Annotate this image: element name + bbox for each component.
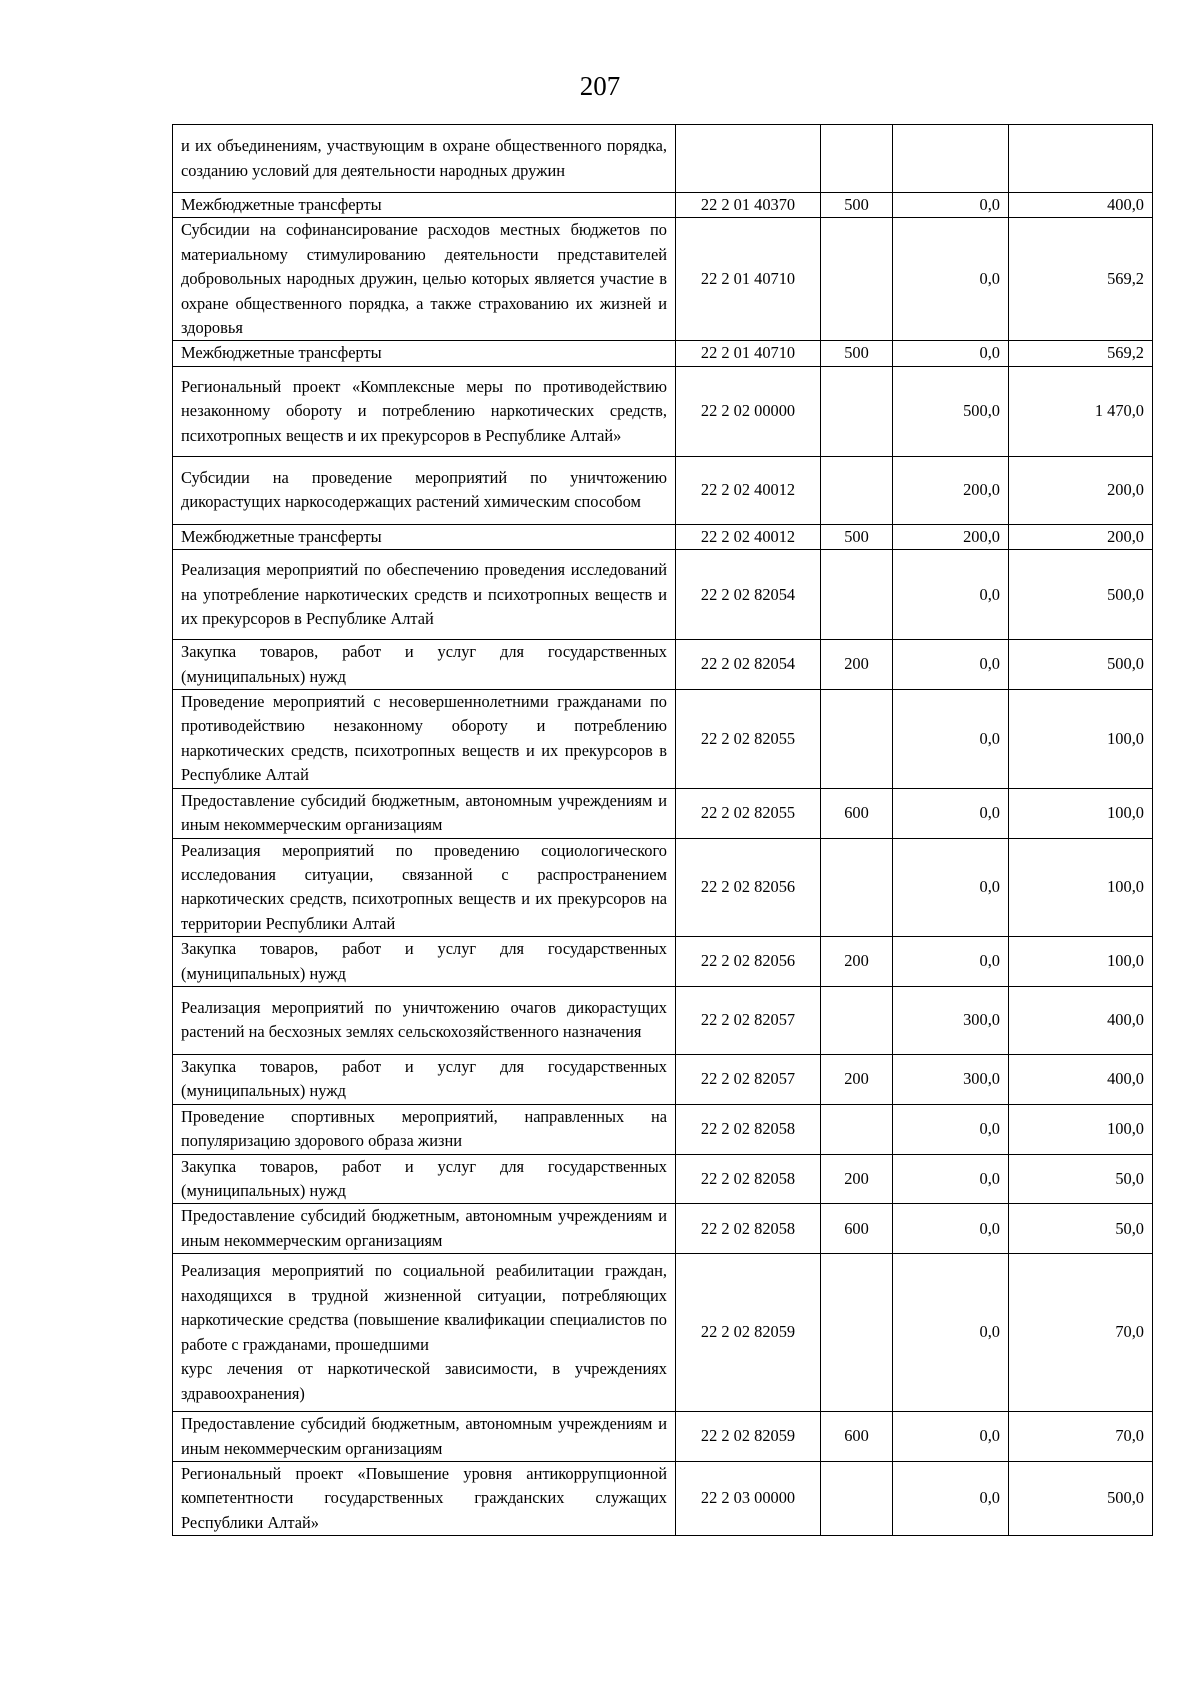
amount-year-2 (1009, 125, 1153, 193)
expense-name-cell (173, 1154, 676, 1204)
expense-name: Предоставление субсидий бюджетным, автономным учреждениям и иным некоммерческим организациям (181, 1206, 667, 1250)
target-article-code: 22 2 02 40012 (676, 456, 821, 524)
amount-year-2: 1 470,0 (1009, 366, 1153, 456)
expense-type-code (821, 986, 893, 1054)
amount-year-2: 50,0 (1009, 1204, 1153, 1254)
target-article-code: 22 2 02 82055 (676, 690, 821, 789)
table-row (173, 366, 1153, 456)
expense-name-cell (173, 1204, 676, 1254)
expense-name: Региональный проект «Комплексные меры по противодействию незаконному обороту и потреблению наркотических средств, психотропных веществ и их прекурсоров в Республике Алтай» (181, 376, 667, 445)
expense-type-code (821, 550, 893, 640)
amount-year-2: 569,2 (1009, 341, 1153, 366)
expense-name: Закупка товаров, работ и услуг для государственных (муниципальных) нужд (181, 1156, 667, 1200)
expense-name-cell (173, 937, 676, 987)
expense-name: Субсидии на софинансирование расходов местных бюджетов по материальному стимулированию деятельности представителей добровольных народных дружин, целью которых является участие в охране общественного порядка, а также страхованию их жизней и здоровья (181, 220, 667, 338)
table-row (173, 1412, 1153, 1462)
expense-name-cell (173, 986, 676, 1054)
table-row (173, 1254, 1153, 1412)
amount-year-1: 0,0 (893, 1412, 1009, 1462)
amount-year-1: 0,0 (893, 838, 1009, 937)
table-row (173, 1154, 1153, 1204)
expense-name-cell (173, 524, 676, 549)
amount-year-2: 200,0 (1009, 524, 1153, 549)
amount-year-1: 300,0 (893, 1054, 1009, 1104)
table-row (173, 524, 1153, 549)
amount-year-2: 569,2 (1009, 218, 1153, 341)
expense-type-code (821, 125, 893, 193)
target-article-code: 22 2 02 82059 (676, 1412, 821, 1462)
expense-name-cell (173, 1254, 676, 1412)
amount-year-1: 0,0 (893, 1104, 1009, 1154)
table-row (173, 986, 1153, 1054)
amount-year-2: 70,0 (1009, 1254, 1153, 1412)
amount-year-2: 400,0 (1009, 986, 1153, 1054)
table-row (173, 640, 1153, 690)
amount-year-2: 100,0 (1009, 788, 1153, 838)
amount-year-2: 400,0 (1009, 1054, 1153, 1104)
expense-type-code: 600 (821, 1412, 893, 1462)
amount-year-1: 0,0 (893, 341, 1009, 366)
expense-name: Закупка товаров, работ и услуг для государственных (муниципальных) нужд (181, 939, 667, 983)
amount-year-2: 100,0 (1009, 1104, 1153, 1154)
expense-name: Субсидии на проведение мероприятий по уничтожению дикорастущих наркосодержащих растений химическим способом (181, 467, 667, 512)
target-article-code: 22 2 01 40370 (676, 193, 821, 218)
expense-name-cell (173, 550, 676, 640)
expense-name: Реализация мероприятий по обеспечению проведения исследований на употребление наркотических средств и психотропных веществ и их прекурсоров в Республике Алтай (181, 560, 667, 628)
target-article-code: 22 2 02 82058 (676, 1204, 821, 1254)
expense-name-cell (173, 1412, 676, 1462)
table-row (173, 193, 1153, 218)
target-article-code: 22 2 02 82059 (676, 1254, 821, 1412)
amount-year-2: 500,0 (1009, 640, 1153, 690)
expense-name: Региональный проект «Повышение уровня антикоррупционной компетентности государственных гражданских служащих Республики Алтай» (181, 1464, 667, 1532)
amount-year-1: 500,0 (893, 366, 1009, 456)
target-article-code: 22 2 02 82054 (676, 550, 821, 640)
target-article-code: 22 2 02 00000 (676, 366, 821, 456)
expense-type-code: 600 (821, 1204, 893, 1254)
target-article-code: 22 2 01 40710 (676, 341, 821, 366)
budget-table (172, 124, 1153, 1536)
expense-name-cell (173, 640, 676, 690)
table-row (173, 218, 1153, 341)
amount-year-1: 200,0 (893, 524, 1009, 549)
target-article-code: 22 2 02 82058 (676, 1154, 821, 1204)
target-article-code: 22 2 02 82058 (676, 1104, 821, 1154)
budget-table-body (173, 125, 1153, 1536)
expense-name: Межбюджетные трансферты (181, 195, 382, 214)
amount-year-2: 70,0 (1009, 1412, 1153, 1462)
target-article-code: 22 2 02 82057 (676, 1054, 821, 1104)
expense-type-code (821, 838, 893, 937)
expense-name-continuation: курс лечения от наркотической зависимости, в учреждениях здравоохранения) (181, 1359, 667, 1403)
amount-year-1: 0,0 (893, 218, 1009, 341)
amount-year-1: 0,0 (893, 1204, 1009, 1254)
amount-year-1: 0,0 (893, 1154, 1009, 1204)
amount-year-1: 0,0 (893, 788, 1009, 838)
expense-type-code: 500 (821, 524, 893, 549)
expense-name: Проведение мероприятий с несовершеннолетними гражданами по противодействию незаконному обороту и потреблению наркотических средств, психотропных веществ и их прекурсоров в Республике Алтай (181, 692, 667, 785)
amount-year-2: 100,0 (1009, 838, 1153, 937)
expense-type-code (821, 218, 893, 341)
expense-name: Реализация мероприятий по уничтожению очагов дикорастущих растений на бесхозных землях сельскохозяйственного назначения (181, 998, 667, 1042)
expense-name-cell (173, 125, 676, 193)
amount-year-2: 100,0 (1009, 937, 1153, 987)
amount-year-1: 0,0 (893, 640, 1009, 690)
expense-name-cell (173, 838, 676, 937)
target-article-code: 22 2 02 82056 (676, 838, 821, 937)
amount-year-2: 500,0 (1009, 550, 1153, 640)
table-row (173, 341, 1153, 366)
table-row (173, 690, 1153, 789)
expense-type-code: 200 (821, 1154, 893, 1204)
table-row (173, 1462, 1153, 1536)
amount-year-1: 300,0 (893, 986, 1009, 1054)
amount-year-1: 200,0 (893, 456, 1009, 524)
expense-type-code (821, 690, 893, 789)
table-row (173, 550, 1153, 640)
expense-name: Проведение спортивных мероприятий, направленных на популяризацию здорового образа жизни (181, 1106, 667, 1151)
expense-type-code (821, 366, 893, 456)
expense-name: Предоставление субсидий бюджетным, автономным учреждениям и иным некоммерческим организациям (181, 790, 667, 835)
table-row (173, 838, 1153, 937)
target-article-code: 22 2 02 82057 (676, 986, 821, 1054)
amount-year-1 (893, 125, 1009, 193)
expense-name: Предоставление субсидий бюджетным, автономным учреждениям и иным некоммерческим организациям (181, 1414, 667, 1458)
expense-name-cell (173, 218, 676, 341)
target-article-code: 22 2 02 82055 (676, 788, 821, 838)
expense-name-cell (173, 193, 676, 218)
expense-name-cell (173, 1104, 676, 1154)
expense-type-code: 600 (821, 788, 893, 838)
expense-name: Межбюджетные трансферты (181, 526, 382, 546)
table-row (173, 788, 1153, 838)
amount-year-2: 100,0 (1009, 690, 1153, 789)
expense-name: Реализация мероприятий по проведению социологического исследования ситуации, связанной с распространением наркотических средств, психотропных веществ и их прекурсоров на территории Республики Алтай (181, 840, 667, 933)
expense-type-code: 500 (821, 193, 893, 218)
amount-year-1: 0,0 (893, 1462, 1009, 1536)
amount-year-1: 0,0 (893, 690, 1009, 789)
target-article-code: 22 2 02 40012 (676, 524, 821, 549)
amount-year-2: 500,0 (1009, 1462, 1153, 1536)
amount-year-1: 0,0 (893, 1254, 1009, 1412)
expense-type-code (821, 1254, 893, 1412)
expense-name-cell (173, 788, 676, 838)
amount-year-1: 0,0 (893, 193, 1009, 218)
expense-name: Закупка товаров, работ и услуг для государственных (муниципальных) нужд (181, 1056, 667, 1101)
expense-name: и их объединениям, участвующим в охране общественного порядка, созданию условий для деятельности народных дружин (181, 136, 667, 180)
expense-name-cell (173, 1462, 676, 1536)
expense-name: Закупка товаров, работ и услуг для государственных (муниципальных) нужд (181, 642, 667, 686)
table-row (173, 1204, 1153, 1254)
expense-name: Межбюджетные трансферты (181, 343, 382, 363)
expense-name-cell (173, 366, 676, 456)
expense-type-code: 500 (821, 341, 893, 366)
table-row (173, 937, 1153, 987)
target-article-code: 22 2 01 40710 (676, 218, 821, 341)
expense-type-code (821, 1462, 893, 1536)
expense-type-code: 200 (821, 640, 893, 690)
expense-name-cell (173, 456, 676, 524)
amount-year-2: 50,0 (1009, 1154, 1153, 1204)
target-article-code: 22 2 02 82056 (676, 937, 821, 987)
expense-name-cell (173, 1054, 676, 1104)
amount-year-1: 0,0 (893, 937, 1009, 987)
expense-name-cell (173, 341, 676, 366)
target-article-code (676, 125, 821, 193)
table-row (173, 1104, 1153, 1154)
target-article-code: 22 2 02 82054 (676, 640, 821, 690)
expense-name: Реализация мероприятий по социальной реабилитации граждан, находящихся в трудной жизненной ситуации, потребляющих наркотические средства (повышение квалификации специалистов по работе с гражданами, прошедшими (181, 1261, 667, 1354)
amount-year-2: 200,0 (1009, 456, 1153, 524)
target-article-code: 22 2 03 00000 (676, 1462, 821, 1536)
table-row (173, 125, 1153, 193)
expense-name-cell (173, 690, 676, 789)
table-row (173, 456, 1153, 524)
expense-type-code (821, 1104, 893, 1154)
page-number: 207 (579, 71, 621, 101)
expense-type-code: 200 (821, 1054, 893, 1104)
expense-type-code: 200 (821, 937, 893, 987)
amount-year-1: 0,0 (893, 550, 1009, 640)
expense-type-code (821, 456, 893, 524)
amount-year-2: 400,0 (1009, 193, 1153, 218)
table-row (173, 1054, 1153, 1104)
